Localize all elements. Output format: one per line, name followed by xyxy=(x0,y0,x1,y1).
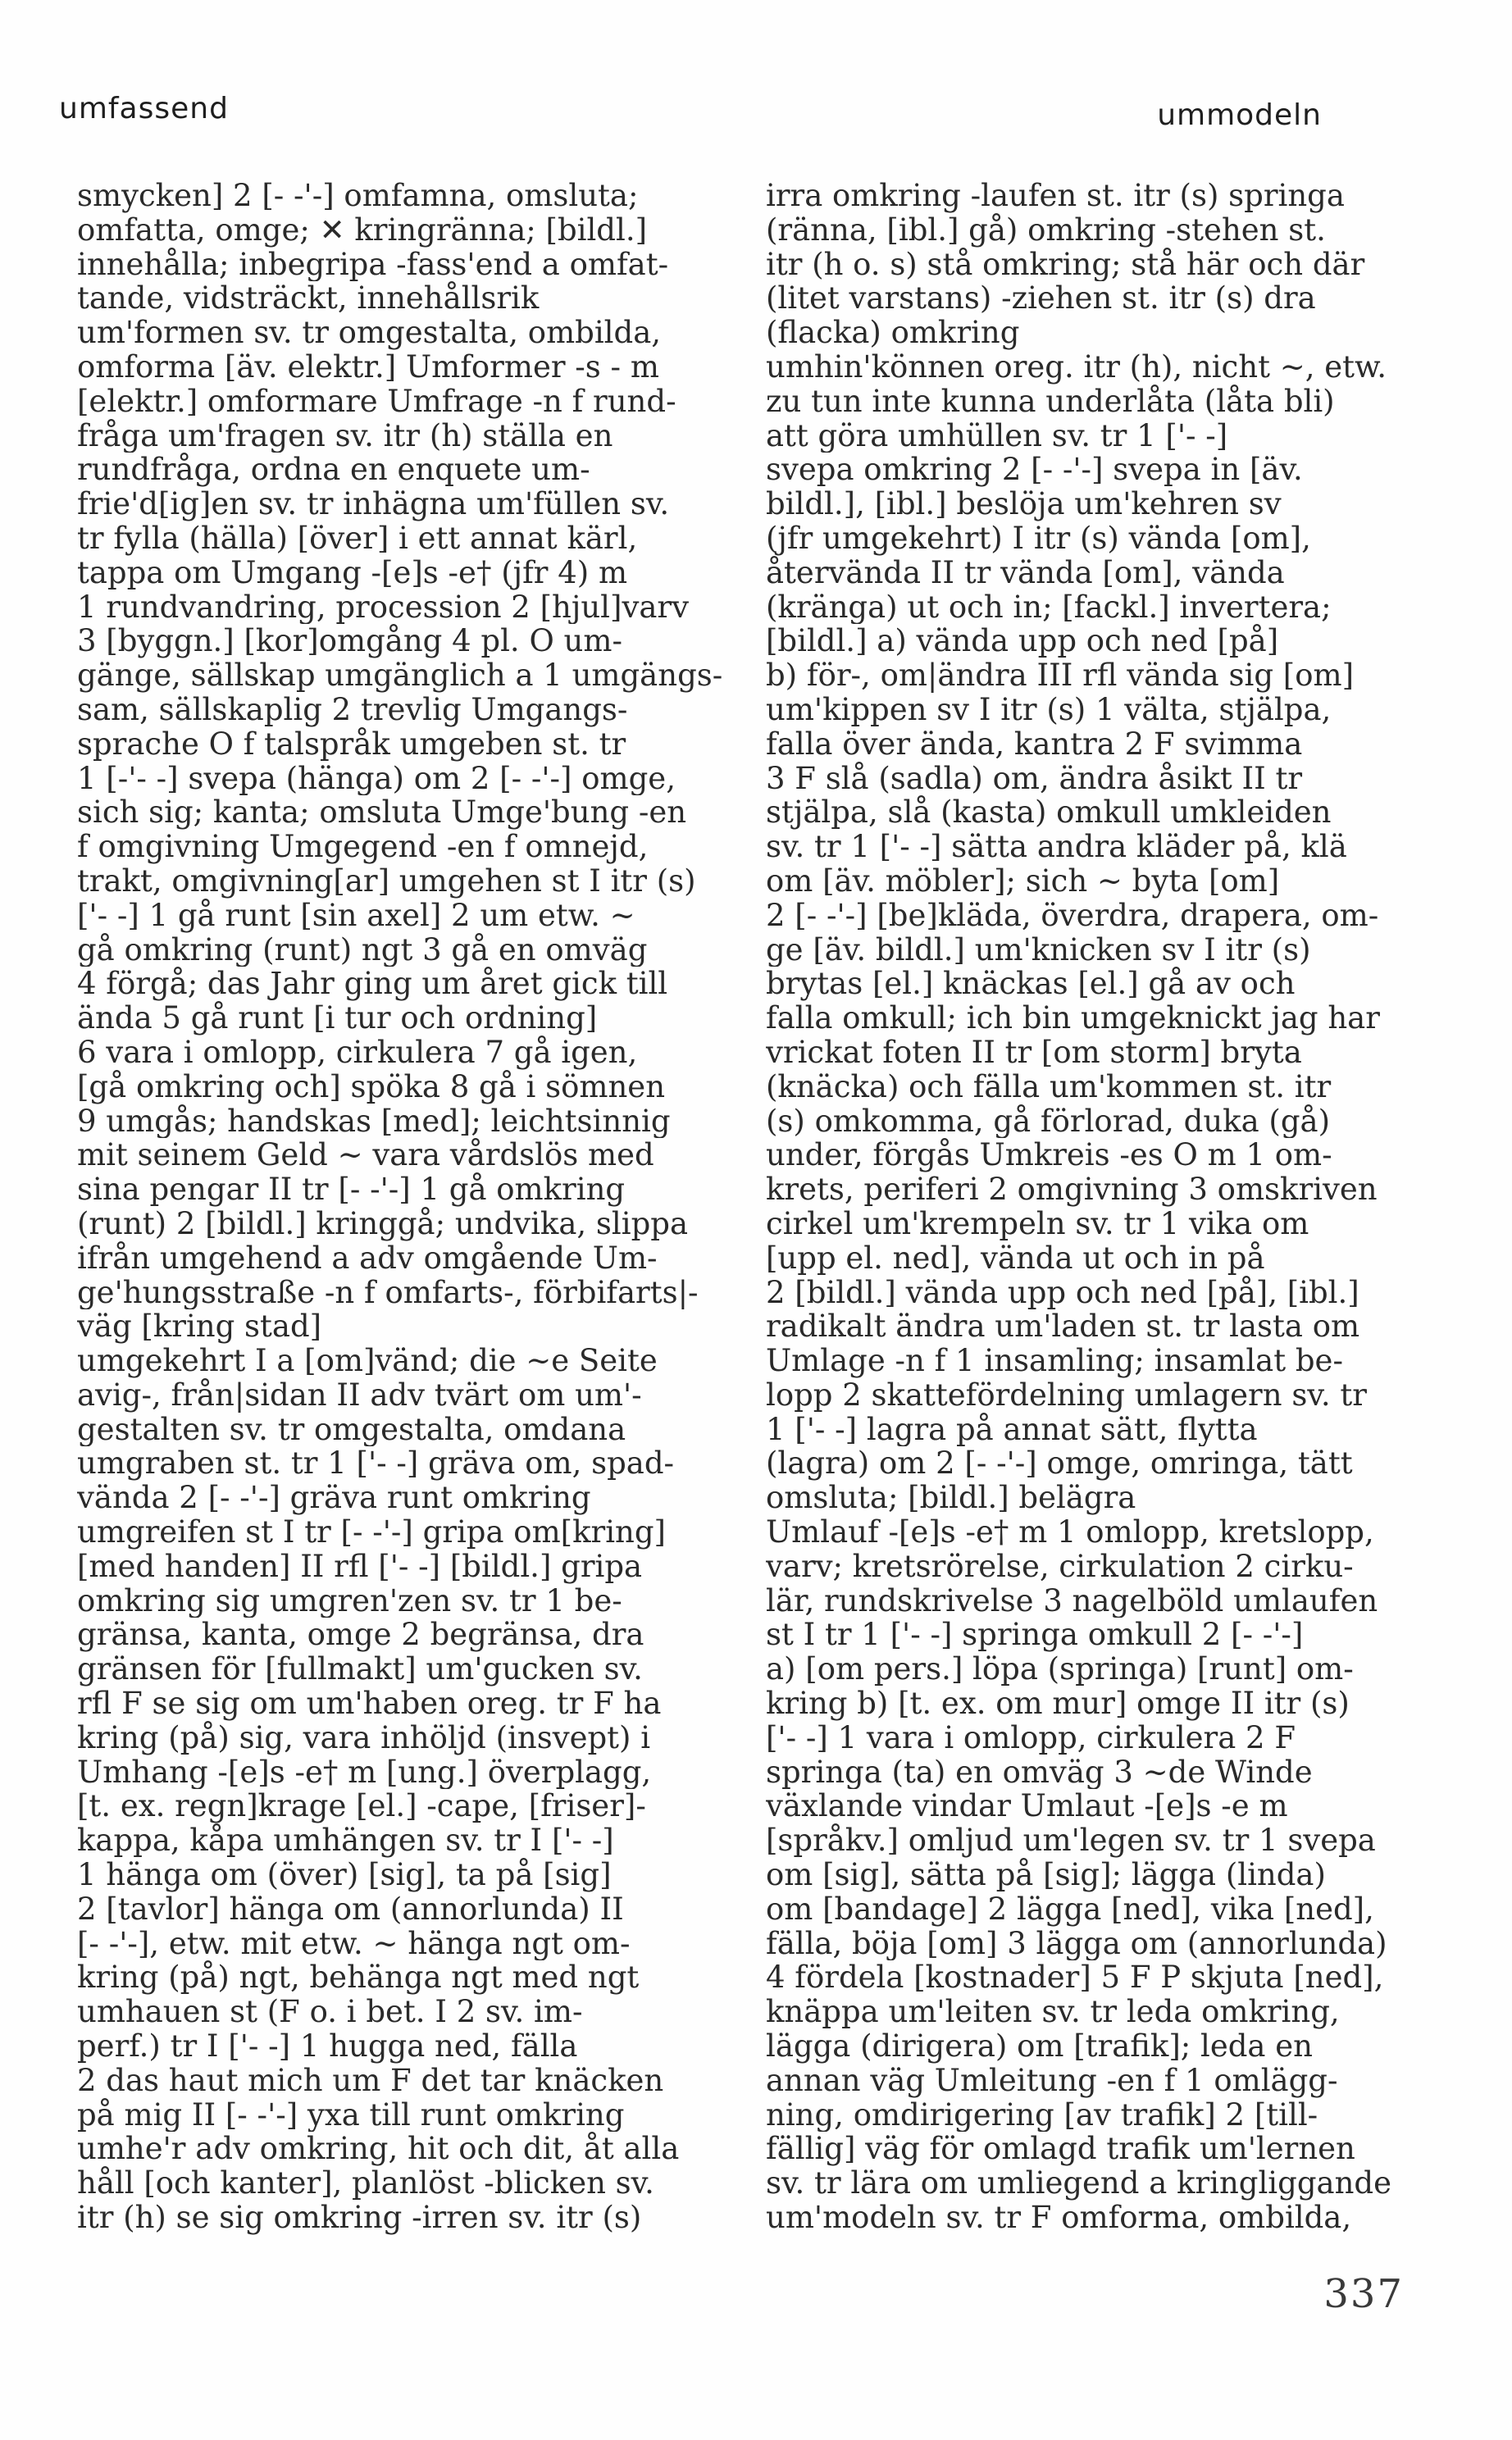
entry-line: 2 [- -'-] [be]kläda, överdra, drapera, om- xyxy=(766,898,1379,933)
entry-line: sina pengar II tr [- -'-] 1 gå omkring xyxy=(77,1172,626,1207)
entry-line: [gå omkring och] spöka 8 gå i sömnen xyxy=(77,1069,666,1104)
entry-line: omsluta; [bildl.] belägra xyxy=(766,1481,1136,1516)
entry-line: att göra umhüllen sv. tr 1 ['- -] xyxy=(766,418,1228,453)
entry-line: perf.) tr I ['- -] 1 hugga ned, fälla xyxy=(77,2029,578,2064)
entry-line: 4 förgå; das Jahr ging um året gick till xyxy=(77,967,668,1002)
entry-line: (litet varstans) -ziehen st. itr (s) dra xyxy=(766,281,1316,316)
entry-line: sich sig; kanta; omsluta Umge'bung -en xyxy=(77,795,687,831)
entry-line: radikalt ändra um'laden st. tr lasta om xyxy=(766,1309,1360,1345)
entry-line: växlande vindar Umlaut -[e]s -e m xyxy=(766,1789,1288,1824)
entry-line: lägga (dirigera) om [trafik]; leda en xyxy=(766,2029,1313,2064)
entry-line: 9 umgås; handskas [med]; leichtsinnig xyxy=(77,1104,671,1139)
entry-line: umhin'können oreg. itr (h), nicht ~, etw. xyxy=(766,349,1387,385)
entry-line: rfl F se sig om um'haben oreg. tr F ha xyxy=(77,1687,662,1721)
entry-line: [bildl.] a) vända upp och ned [på] xyxy=(766,624,1279,659)
entry-line: Umhang -[e]s -e† m [ung.] överplagg, xyxy=(77,1755,652,1790)
entry-line: återvända II tr vända [om], vända xyxy=(766,555,1285,590)
entry-line: gränsen för [fullmakt] um'gucken sv. xyxy=(77,1652,643,1687)
entry-line: 1 ['- -] lagra på annat sätt, flytta xyxy=(766,1412,1258,1447)
left-column xyxy=(77,179,741,2235)
entry-line: umhe'r adv omkring, hit och dit, åt alla xyxy=(77,2132,680,2167)
entry-line: om [bandage] 2 lägga [ned], vika [ned], xyxy=(766,1891,1374,1927)
entry-line: varv; kretsrörelse, cirkulation 2 cirku- xyxy=(766,1549,1354,1584)
right-guideword: ummodeln xyxy=(1157,98,1322,132)
entry-line: itr (h) se sig omkring -irren sv. itr (s) xyxy=(77,2201,642,2235)
entry-line: ge'hungsstraße -n f omfarts-, förbifarts|- xyxy=(77,1275,699,1310)
entry-line: (knäcka) och fälla um'kommen st. itr xyxy=(766,1069,1332,1104)
entry-line: zu tun inte kunna underlåta (låta bli) xyxy=(766,384,1335,419)
entry-line: 2 [bildl.] vända upp och ned [på], [ibl.] xyxy=(766,1275,1359,1310)
entry-line: Umlauf -[e]s -e† m 1 omlopp, kretslopp, xyxy=(766,1515,1374,1550)
entry-line: kring b) [t. ex. om mur] omge II itr (s) xyxy=(766,1687,1350,1721)
entry-line: håll [och kanter], planlöst -blicken sv. xyxy=(77,2166,654,2201)
entry-line: gestalten sv. tr omgestalta, omdana xyxy=(77,1412,626,1447)
entry-line: rundfråga, ordna en enquete um- xyxy=(77,453,590,488)
entry-line: bildl.], [ibl.] beslöja um'kehren sv xyxy=(766,487,1282,521)
entry-line: brytas [el.] knäckas [el.] gå av och xyxy=(766,967,1296,1002)
entry-line: (flacka) omkring xyxy=(766,316,1020,350)
entry-line: umhauen st (F o. i bet. I 2 sv. im- xyxy=(77,1995,583,2030)
entry-line: [- -'-], etw. mit etw. ~ hänga ngt om- xyxy=(77,1926,631,1961)
entry-line: 1 [-'- -] svepa (hänga) om 2 [- -'-] omge, xyxy=(77,761,676,796)
entry-line: umgraben st. tr 1 ['- -] gräva om, spad- xyxy=(77,1446,675,1482)
entry-line: väg [kring stad] xyxy=(77,1309,322,1345)
entry-line: knäppa um'leiten sv. tr leda omkring, xyxy=(766,1995,1340,2030)
entry-line: springa (ta) en omväg 3 ~de Winde xyxy=(766,1755,1313,1790)
entry-line: stjälpa, slå (kasta) omkull umkleiden xyxy=(766,795,1332,831)
entry-line: sam, sällskaplig 2 trevlig Umgangs- xyxy=(77,692,628,727)
entry-line: sprache O f talspråk umgeben st. tr xyxy=(77,726,626,762)
entry-line: ge [äv. bildl.] um'knicken sv I itr (s) xyxy=(766,932,1311,967)
entry-line: fälla, böja [om] 3 lägga om (annorlunda) xyxy=(766,1926,1387,1961)
entry-line: (kränga) ut och in; [fackl.] invertera; xyxy=(766,590,1332,625)
entry-line: (s) omkomma, gå förlorad, duka (gå) xyxy=(766,1104,1331,1139)
entry-line: gränsa, kanta, omge 2 begränsa, dra xyxy=(77,1618,644,1653)
entry-line: f omgivning Umgegend -en f omnejd, xyxy=(77,830,649,864)
entry-line: umgekehrt I a [om]vänd; die ~e Seite xyxy=(77,1344,658,1378)
entry-line: a) [om pers.] löpa (springa) [runt] om- xyxy=(766,1652,1354,1687)
entry-line: mit seinem Geld ~ vara vårdslös med xyxy=(77,1138,654,1173)
entry-line: ['- -] 1 gå runt [sin axel] 2 um etw. ~ xyxy=(77,898,635,933)
entry-line: [elektr.] omformare Umfrage -n f rund- xyxy=(77,384,676,419)
entry-line: lär, rundskrivelse 3 nagelböld umlaufen xyxy=(766,1583,1378,1618)
entry-line: cirkel um'krempeln sv. tr 1 vika om xyxy=(766,1206,1309,1241)
entry-line: gå omkring (runt) ngt 3 gå en omväg xyxy=(77,932,648,967)
entry-line: gänge, sällskap umgänglich a 1 umgängs- xyxy=(77,658,723,693)
entry-line: umgreifen st I tr [- -'-] gripa om[kring] xyxy=(77,1515,666,1550)
entry-line: 1 hänga om (över) [sig], ta på [sig] xyxy=(77,1858,612,1892)
entry-line: ning, omdirigering [av trafik] 2 [till- xyxy=(766,2097,1318,2133)
entry-line: sv. tr lära om umliegend a kringliggande xyxy=(766,2166,1391,2201)
entry-line: ifrån umgehend a adv omgående Um- xyxy=(77,1240,658,1276)
entry-line: 3 [byggn.] [kor]omgång 4 pl. O um- xyxy=(77,624,622,659)
entry-line: falla omkull; ich bin umgeknickt jag har xyxy=(766,1001,1380,1036)
entry-line: [upp el. ned], vända ut och in på xyxy=(766,1240,1265,1276)
entry-line: um'modeln sv. tr F omforma, ombilda, xyxy=(766,2201,1352,2235)
entry-line: 1 rundvandring, procession 2 [hjul]varv xyxy=(77,590,689,625)
entry-line: tr fylla (hälla) [över] i ett annat kärl, xyxy=(77,521,638,556)
entry-line: itr (h o. s) stå omkring; stå här och där xyxy=(766,247,1365,282)
entry-line: 3 F slå (sadla) om, ändra åsikt II tr xyxy=(766,761,1303,796)
entry-line: frie'd[ig]en sv. tr inhägna um'füllen sv. xyxy=(77,487,670,521)
entry-line: lopp 2 skattefördelning umlagern sv. tr xyxy=(766,1377,1367,1413)
entry-line: avig-, från|sidan II adv tvärt om um'- xyxy=(77,1377,642,1413)
entry-line: krets, periferi 2 omgivning 3 omskriven xyxy=(766,1172,1378,1207)
entry-line: [t. ex. regn]krage [el.] -cape, [friser]- xyxy=(77,1789,646,1824)
entry-line: fällig] väg för omlagd trafik um'lernen xyxy=(766,2132,1355,2167)
entry-line: 2 [tavlor] hänga om (annorlunda) II xyxy=(77,1891,624,1927)
entry-line: innehålla; inbegripa -fass'end a omfat- xyxy=(77,247,669,282)
entry-line: omkring sig umgren'zen sv. tr 1 be- xyxy=(77,1583,622,1618)
entry-line: Umlage -n f 1 insamling; insamlat be- xyxy=(766,1344,1343,1378)
entry-line: fråga um'fragen sv. itr (h) ställa en xyxy=(77,418,613,453)
entry-line: st I tr 1 ['- -] springa omkull 2 [- -'-] xyxy=(766,1618,1304,1653)
entry-line: irra omkring -laufen st. itr (s) springa xyxy=(766,179,1345,213)
entry-line: om [äv. möbler]; sich ~ byta [om] xyxy=(766,863,1280,899)
entry-line: kappa, kåpa umhängen sv. tr I ['- -] xyxy=(77,1823,614,1859)
entry-line: (runt) 2 [bildl.] kringgå; undvika, slippa xyxy=(77,1206,689,1241)
entry-line: 4 fördela [kostnader] 5 F P skjuta [ned], xyxy=(766,1960,1384,1996)
entry-line: (lagra) om 2 [- -'-] omge, omringa, tätt xyxy=(766,1446,1353,1482)
entry-line: omforma [äv. elektr.] Umformer -s - m xyxy=(77,349,659,385)
entry-line: annan väg Umleitung -en f 1 omlägg- xyxy=(766,2063,1338,2098)
entry-line: kring (på) ngt, behänga ngt med ngt xyxy=(77,1960,640,1996)
entry-line: under, förgås Umkreis -es O m 1 om- xyxy=(766,1138,1332,1173)
entry-line: sv. tr 1 ['- -] sätta andra kläder på, klä xyxy=(766,830,1347,864)
entry-line: um'formen sv. tr omgestalta, ombilda, xyxy=(77,316,662,350)
entry-line: smycken] 2 [- -'-] omfamna, omsluta; xyxy=(77,179,639,213)
entry-line: um'kippen sv I itr (s) 1 välta, stjälpa, xyxy=(766,692,1332,727)
right-column xyxy=(766,179,1405,2235)
entry-line: 2 das haut mich um F det tar knäcken xyxy=(77,2063,664,2098)
entry-line: tappa om Umgang -[e]s -e† (jfr 4) m xyxy=(77,555,628,590)
entry-line: b) för-, om|ändra III rfl vända sig [om] xyxy=(766,658,1355,693)
entry-line: ända 5 gå runt [i tur och ordning] xyxy=(77,1001,598,1036)
entry-line: omfatta, omge; ✕ kringränna; [bildl.] xyxy=(77,212,648,248)
entry-line: (ränna, [ibl.] gå) omkring -stehen st. xyxy=(766,212,1326,248)
entry-line: vrickat foten II tr [om storm] bryta xyxy=(766,1035,1302,1070)
entry-line: ['- -] 1 vara i omlopp, cirkulera 2 F xyxy=(766,1720,1296,1755)
entry-line: vända 2 [- -'-] gräva runt omkring xyxy=(77,1481,591,1516)
entry-line: svepa omkring 2 [- -'-] svepa in [äv. xyxy=(766,453,1303,488)
entry-line: kring (på) sig, vara inhöljd (insvept) i xyxy=(77,1720,651,1755)
entry-line: [språkv.] omljud um'legen sv. tr 1 svepa xyxy=(766,1823,1376,1859)
entry-line: (jfr umgekehrt) I itr (s) vända [om], xyxy=(766,521,1311,556)
entry-line: 6 vara i omlopp, cirkulera 7 gå igen, xyxy=(77,1035,638,1070)
entry-line: [med handen] II rfl ['- -] [bildl.] gripa xyxy=(77,1549,643,1584)
entry-line: tande, vidsträckt, innehållsrik xyxy=(77,281,540,316)
page-number: 337 xyxy=(1323,2271,1404,2317)
entry-line: om [sig], sätta på [sig]; lägga (linda) xyxy=(766,1858,1326,1892)
entry-line: falla över ända, kantra 2 F svimma xyxy=(766,726,1303,762)
entry-line: på mig II [- -'-] yxa till runt omkring xyxy=(77,2097,625,2133)
left-guideword: umfassend xyxy=(59,92,229,125)
entry-line: trakt, omgivning[ar] umgehen st I itr (s) xyxy=(77,863,696,899)
